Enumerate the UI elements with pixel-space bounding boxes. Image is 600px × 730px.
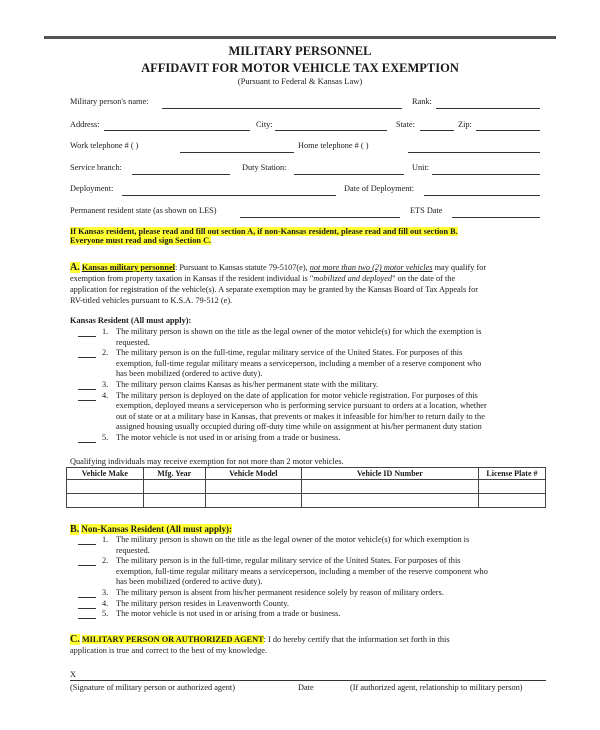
non-kansas-resident-checkbox-blank[interactable] [78,556,96,566]
non-kansas-resident-item-number: 4. [102,598,109,608]
name-label: Military person's name: [70,97,149,106]
section-c-line2: application is true and correct to the best of my knowledge. [70,646,267,655]
city-field[interactable] [275,130,387,131]
section-a-line2-emphasis: mobilized and deployed [313,274,393,283]
kansas-resident-item-line: exemption, full-time regular military means a serviceperson, including a member of a reserve component who [116,358,482,368]
vehicle-table-cell[interactable] [301,480,478,494]
perm-state-label: Permanent resident state (as shown on LES) [70,206,217,215]
state-label: State: [396,120,415,129]
vehicle-table-cell[interactable] [67,480,144,494]
section-a-line2-pre: exemption from property taxation in Kansas if the resident individual is " [70,274,314,283]
section-a-label: A. [70,262,80,273]
ets-date-label: ETS Date [410,206,443,215]
section-c-label: C. [70,634,80,645]
kansas-resident-item-line: assigned housing usually occupied during off-duty time while on assignment at his/her permanent duty station [116,422,482,432]
section-a-emphasis: not more than two (2) motor vehicles [309,263,433,272]
kansas-resident-checkbox-blank[interactable] [78,380,96,390]
non-kansas-resident-checkbox-blank[interactable] [78,535,96,545]
service-branch-label: Service branch: [70,163,122,172]
signature-line[interactable] [70,680,546,681]
kansas-resident-item-line: The military person is deployed on the date of application for motor vehicle registration. For purposes of this [116,390,478,400]
vehicle-table-caption: Qualifying individuals may receive exemption for not more than 2 motor vehicles. [70,457,344,466]
instruction-line1: If Kansas resident, please read and fill out section A, if non-Kansas resident, please read and fill out section B. [70,227,458,236]
city-label: City: [256,120,273,129]
home-phone-field[interactable] [408,152,540,153]
non-kansas-resident-item-number: 3. [102,587,109,597]
vehicle-table-cell[interactable] [478,494,545,508]
non-kansas-resident-item [78,535,548,556]
section-b-label: B. [70,524,80,535]
kansas-resident-item-line: requested. [116,337,150,347]
kansas-resident-item [78,348,548,380]
kansas-resident-item-number: 5. [102,432,109,442]
non-kansas-resident-checkbox-blank[interactable] [78,588,96,598]
signature-label: (Signature of military person or authorized agent) [70,683,235,692]
header-rule [44,36,556,39]
non-kansas-resident-item-line: The military person is in the full-time, regular military service of the United States. For purposes of this [116,556,461,566]
form-title-line2: AFFIDAVIT FOR MOTOR VEHICLE TAX EXEMPTION [141,61,459,75]
vehicle-table-column-header: Mfg. Year [143,468,205,480]
address-label: Address: [70,120,100,129]
section-a-heading: Kansas military personnel [81,263,175,272]
kansas-resident-checkbox-blank[interactable] [78,327,96,337]
vehicle-table-cell[interactable] [143,494,205,508]
address-field[interactable] [104,130,250,131]
service-branch-field[interactable] [132,174,230,175]
non-kansas-resident-item-line: The military person resides in Leavenworth County. [116,598,289,608]
vehicle-table-column-header: Vehicle ID Number [301,468,478,480]
non-kansas-resident-item-number: 5. [102,609,109,619]
kansas-resident-checkbox-blank[interactable] [78,391,96,401]
kansas-resident-item [78,380,548,391]
duty-station-label: Duty Station: [242,163,287,172]
kansas-resident-item-line: The motor vehicle is not used in or arising from a trade or business. [116,432,341,442]
non-kansas-resident-item [78,609,548,620]
vehicle-table [66,467,546,508]
relationship-label: (If authorized agent, relationship to military person) [350,683,523,692]
non-kansas-resident-item-line: The military person is shown on the title as the legal owner of the motor vehicle(s) for which exemption is [116,535,470,544]
form-subtitle: (Pursuant to Federal & Kansas Law) [237,76,363,86]
section-c-heading: MILITARY PERSON OR AUTHORIZED AGENT [81,635,264,644]
date-deployment-field[interactable] [424,195,540,196]
kansas-resident-item-text [116,433,548,444]
non-kansas-resident-item-line: has been mobilized (ordered to active duty). [116,577,263,587]
unit-field[interactable] [432,174,540,175]
work-phone-field[interactable] [180,152,294,153]
kansas-resident-item-number: 2. [102,348,109,358]
vehicle-table-cell[interactable] [205,494,301,508]
non-kansas-resident-item-line: requested. [116,545,150,555]
section-a-text-2: may qualify for [432,263,487,272]
kansas-resident-item [78,327,548,348]
vehicle-table-header [67,468,546,480]
non-kansas-resident-item-text [116,588,548,599]
kansas-resident-item [78,391,548,433]
duty-station-field[interactable] [294,174,404,175]
kansas-resident-item-text [116,380,548,391]
section-b-heading: Non-Kansas Resident (All must apply): [81,524,232,534]
unit-label: Unit: [412,163,430,172]
vehicle-table-cell[interactable] [205,480,301,494]
instruction-line2: Everyone must read and sign Section C. [70,236,212,245]
form-title-line1: MILITARY PERSONNEL [228,44,372,58]
kansas-resident-item-line: The military person is shown on the title as the legal owner of the motor vehicle(s) for which the exemption is [116,327,482,336]
kansas-resident-checkbox-blank[interactable] [78,348,96,358]
non-kansas-resident-checkbox-blank[interactable] [78,599,96,609]
rank-label: Rank: [412,97,432,106]
signature-x: X [70,670,76,679]
state-field[interactable] [420,130,454,131]
name-field[interactable] [162,108,402,109]
vehicle-table-row [67,480,546,494]
kansas-resident-item-number: 4. [102,390,109,400]
home-phone-label: Home telephone # ( ) [298,141,369,150]
vehicle-table-cell[interactable] [478,480,545,494]
kansas-resident-item-text [116,348,548,380]
non-kansas-resident-item-line: The military person is absent from his/her permanent residence solely by reason of military orders. [116,587,444,597]
kansas-resident-item-number: 3. [102,379,109,389]
non-kansas-resident-item-number: 1. [102,535,109,544]
vehicle-table-cell[interactable] [301,494,478,508]
non-kansas-resident-checkbox-blank[interactable] [78,609,96,619]
non-kansas-resident-item [78,588,548,599]
non-kansas-resident-item-line: exemption, full-time regular military means a serviceperson, including a member of the reserve component who [116,566,488,576]
non-kansas-resident-item-text [116,599,548,610]
section-a-line3: application for registration of the vehicle(s). A separate exemption may be granted by the Kansas Board of Tax Appeals for [70,285,478,294]
non-kansas-resident-item-number: 2. [102,556,109,566]
non-kansas-resident-item-text [116,609,548,620]
date-label: Date [298,683,314,692]
section-b-header [70,524,232,535]
section-c-text: : I do hereby certify that the information set forth in this [263,635,450,644]
vehicle-table-column-header: Vehicle Model [205,468,301,480]
section-a-text-1: : Pursuant to Kansas statute 79-5107(e), [174,263,310,272]
kansas-resident-item-text [116,391,548,433]
ets-date-field[interactable] [452,217,540,218]
non-kansas-resident-item [78,599,548,610]
kansas-resident-item-line: has been mobilized (ordered to active duty). [116,369,263,379]
vehicle-table-column-header: License Plate # [478,468,545,480]
kansas-resident-item-line: exemption, deployed means a serviceperson who is performing service pursuant to orders at a location, whether [116,401,487,411]
kansas-resident-item-text [116,327,548,348]
kansas-resident-checkbox-blank[interactable] [78,433,96,443]
zip-field[interactable] [476,130,540,131]
non-kansas-resident-item-text [116,535,548,556]
zip-label: Zip: [458,120,472,129]
non-kansas-resident-item-line: The motor vehicle is not used in or arising from a trade or business. [116,609,341,619]
kansas-resident-heading: Kansas Resident (All must apply): [70,316,192,325]
kansas-resident-item [78,433,548,444]
work-phone-label: Work telephone # ( ) [70,141,139,150]
kansas-resident-item-line: The military person claims Kansas as his/her permanent state with the military. [116,379,379,389]
kansas-resident-item-line: out of state or at a military base in Kansas, that prevents or makes it infeasible for him/her to return daily to the [116,411,485,421]
kansas-resident-item-number: 1. [102,327,109,336]
section-a-checklist [78,327,548,444]
section-a-line2-post: " on the date of the [392,274,456,283]
vehicle-table-cell[interactable] [143,480,205,494]
non-kansas-resident-item [78,556,548,588]
deployment-label: Deployment: [70,184,114,193]
vehicle-table-row [67,494,546,508]
deployment-field[interactable] [122,195,336,196]
vehicle-table-column-header: Vehicle Make [67,468,144,480]
rank-field[interactable] [436,108,540,109]
non-kansas-resident-item-text [116,556,548,588]
vehicle-table-cell[interactable] [67,494,144,508]
perm-state-field[interactable] [240,217,400,218]
kansas-resident-item-line: The military person is on the full-time, regular military service of the United States. For purposes of this [116,348,463,358]
section-b-checklist [78,535,548,620]
date-deployment-label: Date of Deployment: [344,184,415,193]
section-a-line4: RV-titled vehicles pursuant to K.S.A. 79-512 (e). [70,296,233,305]
section-c [70,634,550,656]
instructions [70,227,458,245]
section-a-intro [70,262,550,306]
